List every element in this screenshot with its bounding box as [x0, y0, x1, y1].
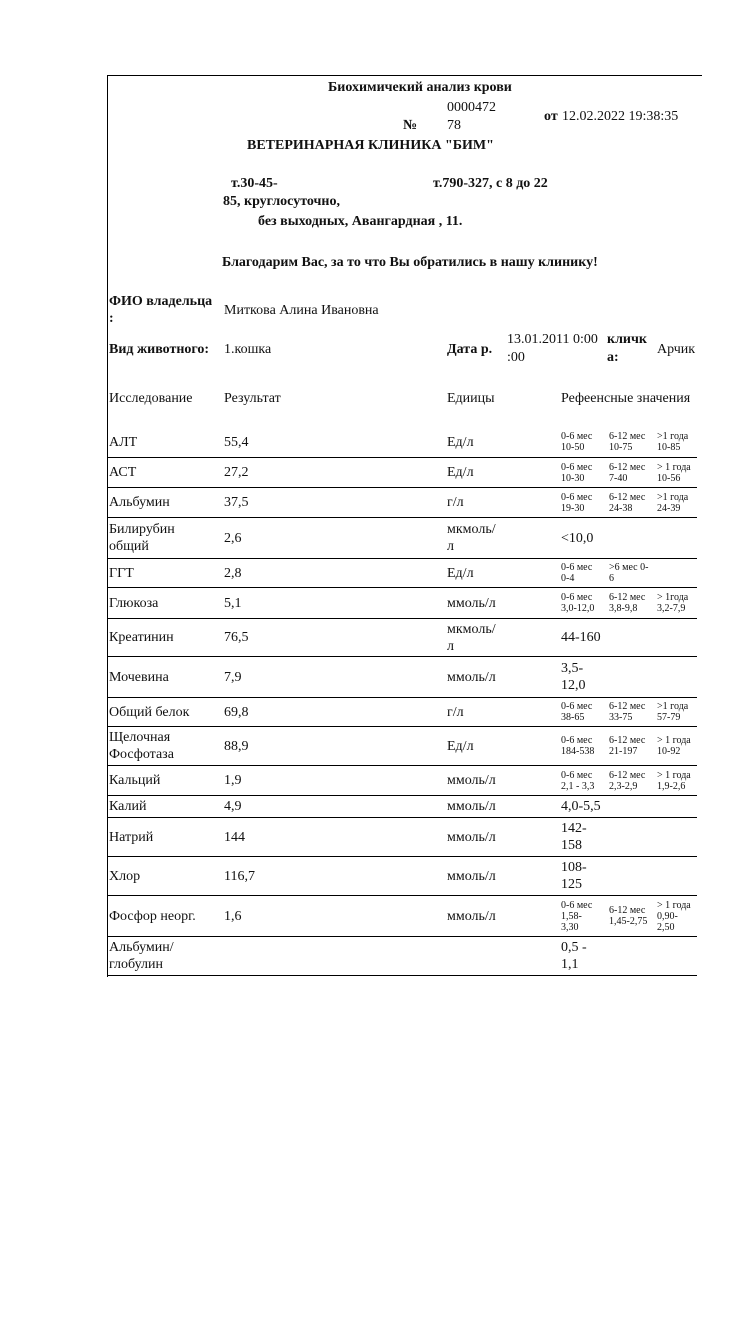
birth-value-line2: :00 [507, 350, 525, 365]
table-row [107, 657, 697, 698]
ref-age: 6-12 мес [609, 431, 646, 442]
ref-range: 3,8-9,8 [609, 603, 638, 614]
birth-value-line1: 13.01.2011 0:00 [507, 332, 598, 347]
row-ref [561, 427, 697, 457]
ref-line1: 108- [561, 860, 587, 875]
species-value: 1.кошка [224, 342, 272, 357]
ref-age: 0-6 мес [561, 592, 593, 603]
ref-range: 33-75 [609, 712, 633, 723]
row-result: 7,9 [224, 669, 242, 685]
clinic-name: ВЕТЕРИНАРНАЯ КЛИНИКА "БИМ" [247, 138, 494, 153]
ref-range: 10-85 [657, 442, 681, 453]
thanks-message: Благодарим Вас, за то что Вы обратились в нашу клинику! [222, 255, 598, 270]
ref-range: 2,3-2,9 [609, 780, 638, 792]
owner-label-line2: : [109, 311, 114, 326]
row-ref [561, 896, 697, 936]
ref-age: 6-12 мес [609, 769, 646, 781]
ref-age: 0-6 мес [561, 491, 593, 503]
nick-label-line1: кличк [607, 332, 647, 347]
table-row [107, 588, 697, 619]
row-name-line2: Фосфотаза [109, 747, 174, 762]
row-name: Хлор [109, 868, 141, 884]
row-name-line1: Альбумин/ [109, 940, 174, 955]
row-name-line2: глобулин [109, 957, 163, 972]
ref-age: >1 года [657, 491, 689, 503]
ref-range: 24-38 [609, 502, 633, 514]
row-ref [561, 818, 697, 856]
ref-range: 10-92 [657, 746, 681, 757]
row-result: 116,7 [224, 868, 255, 884]
ref-age: 6-12 мес [609, 701, 646, 712]
table-row [107, 458, 697, 488]
row-result: 2,6 [224, 530, 242, 546]
table-row [107, 727, 697, 766]
ref-range: 6 [609, 573, 614, 584]
ref-age: 6-12 мес [609, 735, 646, 746]
row-result: 1,9 [224, 773, 242, 788]
ref-line1: 142- [561, 821, 587, 836]
ref-range: 24-39 [657, 502, 681, 514]
ref-line1: 3,5- [561, 661, 584, 676]
phone1-line1: т.30-45- [231, 176, 278, 191]
row-name: Общий белок [109, 704, 190, 720]
row-name: АСТ [109, 465, 137, 480]
row-result: 2,8 [224, 565, 242, 581]
row-ref [561, 766, 697, 795]
row-ref [561, 796, 697, 817]
row-ref [561, 488, 697, 517]
row-result: 4,9 [224, 799, 242, 814]
row-unit: ммоль/л [447, 868, 496, 884]
row-ref [561, 588, 697, 618]
ref-range: 19-30 [561, 502, 585, 514]
row-name: Креатинин [109, 630, 174, 645]
ref-age: 0-6 мес [561, 769, 593, 781]
row-name: Натрий [109, 829, 154, 845]
row-name: Фосфор неорг. [109, 908, 196, 924]
ref-range: 10-75 [609, 442, 633, 453]
row-name: Глюкоза [109, 595, 159, 611]
ref-value: 4,0-5,5 [561, 799, 601, 814]
row-name: Кальций [109, 773, 161, 788]
ref-age: 6-12 мес [609, 905, 646, 916]
ref-range: 0,90- [657, 910, 678, 922]
row-ref [561, 619, 697, 656]
row-unit: Ед/л [447, 434, 474, 450]
header-ref: Рефеенсные значения [561, 391, 691, 406]
table-row [107, 559, 697, 588]
ref-age: 0-6 мес [561, 461, 593, 473]
header-unit: Едиицы [447, 391, 495, 406]
ref-value: <10,0 [561, 530, 594, 546]
header-result: Результат [224, 391, 281, 406]
table-row [107, 427, 697, 458]
date-value: 12.02.2022 19:38:35 [562, 109, 679, 124]
row-name: Калий [109, 799, 147, 814]
row-name: Альбумин [109, 495, 170, 510]
ref-range: 0-4 [561, 573, 575, 584]
ref-age: > 1 года [657, 769, 691, 781]
table-row [107, 796, 697, 818]
row-unit [447, 619, 557, 656]
number-value-line1: 0000472 [447, 100, 496, 115]
ref-range: 38-65 [561, 712, 585, 723]
row-unit [447, 518, 557, 558]
address: без выходных, Авангардная , 11. [258, 214, 463, 229]
ref-range: 184-538 [561, 746, 595, 757]
row-unit: г/л [447, 704, 464, 720]
row-unit: ммоль/л [447, 908, 496, 924]
row-unit-line2: л [447, 539, 454, 554]
ref-age: 6-12 мес [609, 491, 646, 503]
row-name: Мочевина [109, 669, 169, 685]
table-row [107, 766, 697, 796]
table-row [107, 698, 697, 727]
ref-age: 6-12 мес [609, 592, 646, 603]
row-name [109, 518, 221, 558]
ref-range: 2,50 [657, 921, 675, 933]
row-ref [561, 518, 697, 558]
ref-range: 21-197 [609, 746, 638, 757]
row-ref [561, 458, 697, 487]
ref-age: >1 года [657, 431, 689, 442]
number-label: № [403, 118, 418, 133]
row-name: ГГТ [109, 565, 134, 581]
ref-range: 3,0-12,0 [561, 603, 595, 614]
phone1-line2: 85, круглосуточно, [223, 194, 340, 209]
owner-label-line1: ФИО владельца [109, 294, 213, 309]
table-row [107, 857, 697, 896]
phone2: т.790-327, с 8 до 22 [433, 176, 548, 191]
row-ref [561, 698, 697, 726]
ref-range: 1,58- [561, 910, 582, 922]
ref-value: 44-160 [561, 630, 601, 645]
row-unit: ммоль/л [447, 829, 496, 845]
ref-range: 10-50 [561, 442, 585, 453]
row-name [109, 937, 221, 975]
row-unit: ммоль/л [447, 595, 496, 611]
nick-label-line2: а: [607, 350, 619, 365]
row-result: 5,1 [224, 595, 242, 611]
row-unit: ммоль/л [447, 669, 496, 685]
ref-age: >6 мес 0- [609, 562, 649, 573]
ref-age: 0-6 мес [561, 431, 593, 442]
report-title: Биохимичекий анализ крови [328, 80, 512, 95]
ref-range: 10-30 [561, 472, 585, 484]
ref-range: 57-79 [657, 712, 681, 723]
ref-range: 10-56 [657, 472, 681, 484]
row-unit-line2: л [447, 638, 454, 654]
table-row [107, 518, 697, 559]
ref-age: 0-6 мес [561, 562, 593, 573]
nick-value: Арчик [657, 342, 696, 357]
ref-age: > 1года [657, 592, 689, 603]
table-row [107, 896, 697, 937]
row-result: 69,8 [224, 704, 249, 720]
ref-line2: 1,1 [561, 957, 579, 972]
row-ref [561, 857, 697, 895]
ref-line1: 0,5 - [561, 940, 587, 955]
ref-range: 3,30 [561, 921, 579, 933]
table-row [107, 937, 697, 976]
row-ref [561, 727, 697, 765]
row-result: 1,6 [224, 908, 242, 924]
ref-range: 1,9-2,6 [657, 780, 686, 792]
header-test: Исследование [109, 391, 193, 406]
ref-age: 0-6 мес [561, 701, 593, 712]
ref-range: 3,2-7,9 [657, 603, 686, 614]
row-unit: ммоль/л [447, 799, 496, 814]
owner-value: Миткова Алина Ивановна [224, 303, 379, 318]
ref-age: > 1 года [657, 461, 691, 473]
row-unit-line1: мкмоль/ [447, 621, 496, 637]
ref-age: 0-6 мес [561, 735, 593, 746]
ref-range: 1,45-2,75 [609, 916, 648, 927]
ref-age: 6-12 мес [609, 461, 646, 473]
row-result: 27,2 [224, 465, 249, 480]
row-name-line1: Щелочная [109, 730, 171, 745]
row-ref [561, 559, 697, 587]
row-unit: Ед/л [447, 565, 474, 581]
row-result: 144 [224, 829, 245, 845]
ref-age: > 1 года [657, 735, 691, 746]
sheet-top-border [107, 75, 702, 76]
row-ref [561, 937, 697, 975]
row-result: 88,9 [224, 738, 249, 754]
row-name [109, 727, 221, 765]
row-unit: Ед/л [447, 738, 474, 754]
ref-range: 7-40 [609, 472, 628, 484]
ref-age: >1 года [657, 701, 689, 712]
row-result: 76,5 [224, 630, 249, 645]
number-value-line2: 78 [447, 118, 461, 133]
row-name-line2: общий [109, 539, 149, 554]
species-label: Вид животного: [109, 342, 210, 357]
row-ref [561, 657, 697, 697]
row-unit: ммоль/л [447, 773, 496, 788]
ref-range: 2,1 - 3,3 [561, 780, 595, 792]
row-result: 55,4 [224, 434, 249, 450]
date-label: от [544, 109, 558, 124]
row-name: АЛТ [109, 434, 138, 450]
table-row [107, 818, 697, 857]
birth-label: Дата р. [447, 342, 493, 357]
ref-age: 0-6 мес [561, 899, 593, 911]
ref-age: > 1 года [657, 899, 691, 911]
row-unit-line1: мкмоль/ [447, 522, 496, 537]
row-unit: Ед/л [447, 465, 474, 480]
ref-line2: 158 [561, 838, 582, 853]
row-result [224, 937, 444, 975]
table-row [107, 619, 697, 657]
row-result: 37,5 [224, 495, 249, 510]
row-unit: г/л [447, 495, 464, 510]
ref-line2: 125 [561, 877, 582, 892]
row-name-line1: Билирубин [109, 522, 175, 537]
row-unit [447, 937, 557, 975]
ref-line2: 12,0 [561, 678, 586, 693]
table-row [107, 488, 697, 518]
